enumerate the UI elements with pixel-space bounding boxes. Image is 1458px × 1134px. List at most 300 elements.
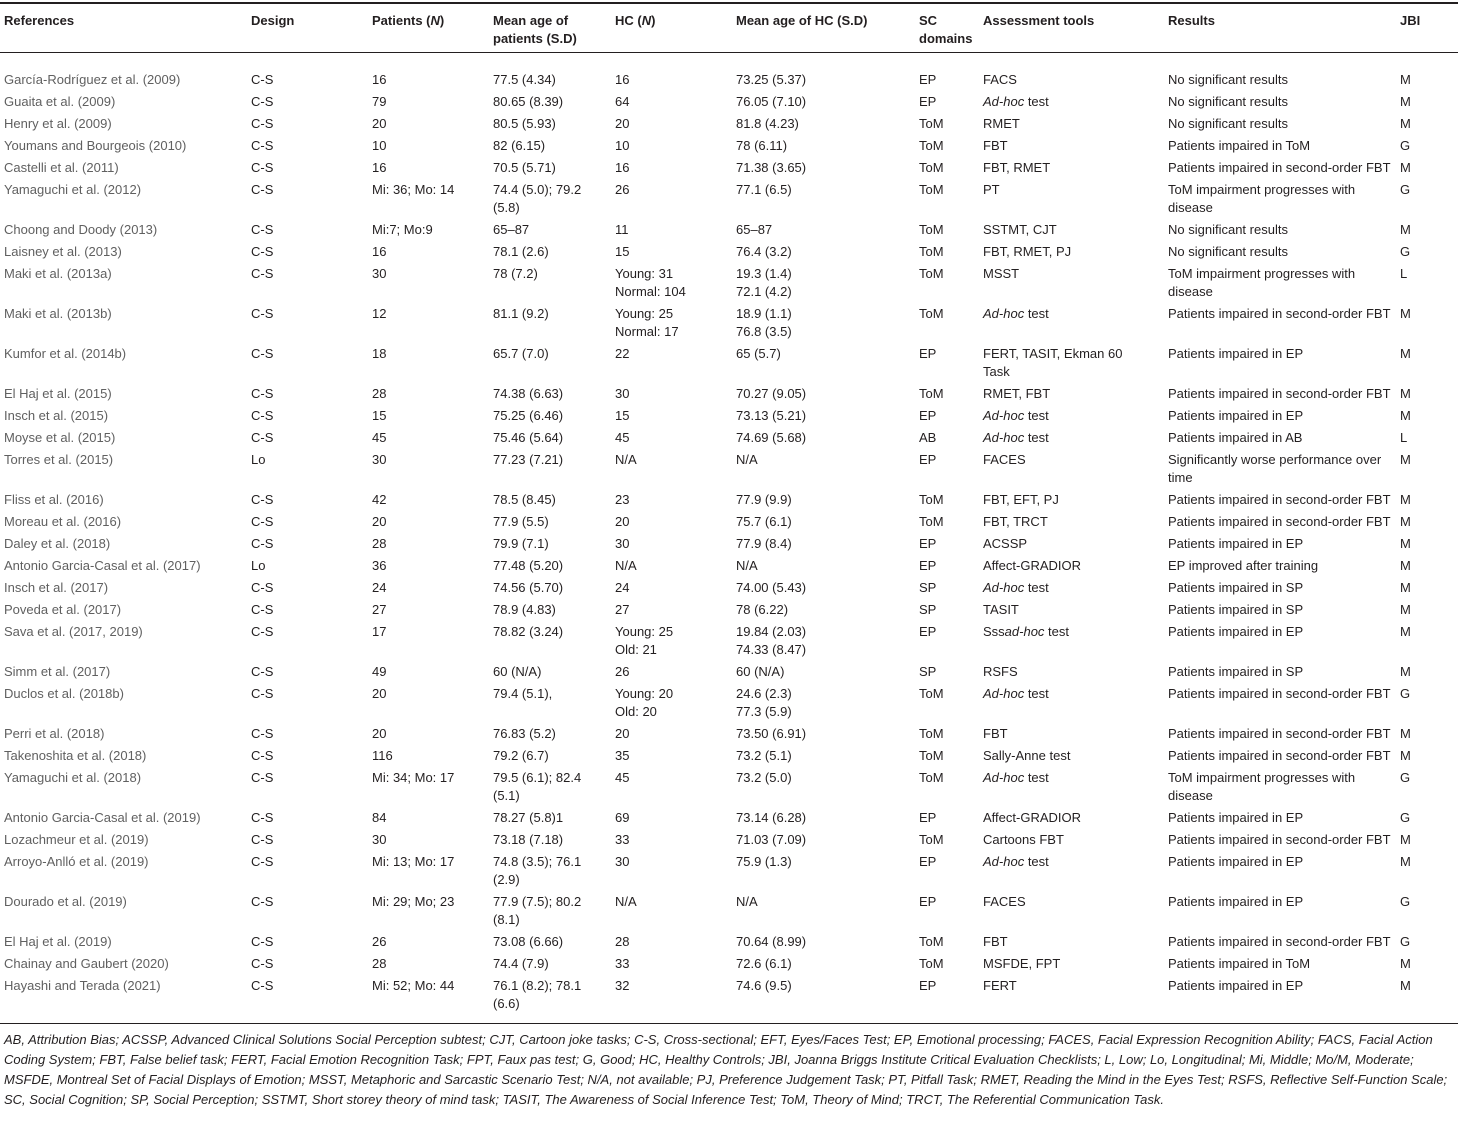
cell-reference: García-Rodríguez et al. (2009) xyxy=(4,72,181,87)
cell-mean-age-patients: 78.82 (3.24) xyxy=(493,624,564,639)
cell-reference: Takenoshita et al. (2018) xyxy=(4,748,147,763)
cell-jbi: G xyxy=(1400,934,1411,949)
cell-jbi: M xyxy=(1400,748,1411,763)
cell-mean-age-patients: 65–87 xyxy=(493,222,530,237)
cell-sc-domain: EP xyxy=(919,346,937,361)
cell-mean-age-hc: 70.64 (8.99) xyxy=(736,934,807,949)
cell-sc-domain: ToM xyxy=(919,492,944,507)
table-row xyxy=(0,343,1458,383)
tool-name-italic: Ad-hoc xyxy=(983,770,1025,785)
cell-jbi: L xyxy=(1400,430,1408,445)
cell-design: C-S xyxy=(251,770,274,785)
cell-hc: 26 xyxy=(615,182,630,197)
cell-reference: Simm et al. (2017) xyxy=(4,664,111,679)
cell-reference: Antonio Garcia-Casal et al. (2019) xyxy=(4,810,201,825)
cell-patients: 15 xyxy=(372,408,387,423)
cell-hc: N/A xyxy=(615,558,637,573)
cell-sc-domain: ToM xyxy=(919,138,944,153)
cell-jbi: M xyxy=(1400,956,1411,971)
table-row xyxy=(0,427,1458,449)
cell-results: ToM impairment progresses with disease xyxy=(1168,770,1356,803)
cell-assessment-tools: FBT, EFT, PJ xyxy=(983,492,1059,507)
cell-results: No significant results xyxy=(1168,116,1288,131)
cell-results: Patients impaired in AB xyxy=(1168,430,1303,445)
cell-patients: 79 xyxy=(372,94,387,109)
cell-sc-domain: EP xyxy=(919,854,937,869)
cell-jbi: M xyxy=(1400,492,1411,507)
cell-assessment-tools xyxy=(979,683,1164,723)
cell-assessment-tools xyxy=(979,405,1164,427)
cell-results: No significant results xyxy=(1168,94,1288,109)
cell-patients: 30 xyxy=(372,452,387,467)
table-row xyxy=(0,829,1458,851)
cell-patients: 20 xyxy=(372,116,387,131)
table-row xyxy=(0,303,1458,343)
cell-mean-age-hc: 70.27 (9.05) xyxy=(736,386,807,401)
cell-results: Patients impaired in second-order FBT xyxy=(1168,686,1391,701)
header-patients: Patients (N) xyxy=(368,3,489,53)
tool-name-text: test xyxy=(1024,686,1049,701)
cell-design: C-S xyxy=(251,686,274,701)
cell-mean-age-patients: 60 (N/A) xyxy=(493,664,542,679)
cell-design: C-S xyxy=(251,854,274,869)
tool-name-italic: Ad-hoc xyxy=(983,306,1025,321)
cell-sc-domain: SP xyxy=(919,580,937,595)
cell-design: C-S xyxy=(251,748,274,763)
cell-mean-age-hc: 24.6 (2.3) 77.3 (5.9) xyxy=(736,686,792,719)
table-row xyxy=(0,555,1458,577)
table-row xyxy=(0,179,1458,219)
cell-patients: Mi: 34; Mo: 17 xyxy=(372,770,455,785)
cell-results: Patients impaired in EP xyxy=(1168,810,1304,825)
cell-mean-age-hc: 74.69 (5.68) xyxy=(736,430,807,445)
cell-jbi: M xyxy=(1400,602,1411,617)
cell-design: C-S xyxy=(251,726,274,741)
cell-results: Patients impaired in EP xyxy=(1168,624,1304,639)
table-row xyxy=(0,683,1458,723)
cell-sc-domain: ToM xyxy=(919,160,944,175)
cell-results: No significant results xyxy=(1168,222,1288,237)
cell-design: C-S xyxy=(251,624,274,639)
cell-jbi: G xyxy=(1400,686,1411,701)
cell-mean-age-patients: 77.5 (4.34) xyxy=(493,72,556,87)
cell-reference: Hayashi and Terada (2021) xyxy=(0,975,247,1024)
cell-reference: Yamaguchi et al. (2018) xyxy=(4,770,142,785)
cell-mean-age-patients: 77.9 (5.5) xyxy=(493,514,549,529)
cell-hc: 10 xyxy=(615,138,630,153)
cell-mean-age-patients: 79.5 (6.1); 82.4 (5.1) xyxy=(493,770,582,803)
cell-mean-age-patients: 78.1 (2.6) xyxy=(493,244,549,259)
cell-patients: 20 xyxy=(372,514,387,529)
cell-mean-age-patients: 74.8 (3.5); 76.1 (2.9) xyxy=(493,854,582,887)
cell-reference: Antonio Garcia-Casal et al. (2017) xyxy=(4,558,201,573)
header-results: Results xyxy=(1164,3,1396,53)
cell-hc: 28 xyxy=(615,934,630,949)
cell-results: ToM impairment progresses with disease xyxy=(1168,182,1356,215)
tool-name-text: test xyxy=(1024,854,1049,869)
cell-sc-domain: EP xyxy=(915,975,979,1024)
cell-hc: N/A xyxy=(615,894,637,909)
cell-design: Lo xyxy=(251,558,266,573)
cell-jbi: M xyxy=(1400,408,1411,423)
cell-reference: Torres et al. (2015) xyxy=(4,452,114,467)
cell-mean-age-hc: 73.13 (5.21) xyxy=(736,408,807,423)
cell-jbi: M xyxy=(1400,854,1411,869)
cell-sc-domain: ToM xyxy=(919,934,944,949)
cell-results: Patients impaired in SP xyxy=(1168,580,1304,595)
cell-mean-age-patients: 77.48 (5.20) xyxy=(493,558,564,573)
cell-mean-age-hc: 18.9 (1.1) 76.8 (3.5) xyxy=(736,306,792,339)
cell-patients: 18 xyxy=(372,346,387,361)
table-row xyxy=(0,661,1458,683)
cell-reference: Poveda et al. (2017) xyxy=(4,602,122,617)
cell-results: Patients impaired in second-order FBT xyxy=(1168,832,1391,847)
cell-jbi: G xyxy=(1400,244,1411,259)
cell-assessment-tools: FERT, TASIT, Ekman 60 Task xyxy=(983,346,1123,379)
cell-design: C-S xyxy=(251,244,274,259)
cell-reference: Yamaguchi et al. (2012) xyxy=(4,182,142,197)
cell-jbi: M xyxy=(1400,452,1411,467)
cell-jbi: M xyxy=(1400,624,1411,639)
cell-mean-age-hc: 73.2 (5.1) xyxy=(736,748,792,763)
cell-mean-age-patients: 75.25 (6.46) xyxy=(493,408,564,423)
cell-jbi: G xyxy=(1400,770,1411,785)
cell-patients: Mi:7; Mo:9 xyxy=(372,222,433,237)
table-row xyxy=(0,135,1458,157)
cell-reference: Maki et al. (2013a) xyxy=(4,266,112,281)
cell-jbi: M xyxy=(1400,386,1411,401)
cell-results: No significant results xyxy=(1168,244,1288,259)
tool-name-text: test xyxy=(1024,408,1049,423)
cell-mean-age-hc: N/A xyxy=(736,894,758,909)
cell-mean-age-patients: 73.08 (6.66) xyxy=(493,934,564,949)
cell-results: Patients impaired in SP xyxy=(1168,602,1304,617)
cell-hc: Young: 25 Normal: 17 xyxy=(615,306,679,339)
tool-name-text: test xyxy=(1024,770,1049,785)
cell-results: Patients impaired in EP xyxy=(1164,975,1396,1024)
cell-design: C-S xyxy=(251,514,274,529)
cell-reference: Youmans and Bourgeois (2010) xyxy=(4,138,187,153)
cell-mean-age-patients: 77.9 (7.5); 80.2 (8.1) xyxy=(493,894,582,927)
cell-patients: 42 xyxy=(372,492,387,507)
cell-reference: Laisney et al. (2013) xyxy=(4,244,122,259)
cell-hc: 22 xyxy=(615,346,630,361)
cell-hc: 30 xyxy=(615,854,630,869)
cell-design: C-S xyxy=(251,580,274,595)
cell-jbi: M xyxy=(1400,536,1411,551)
table-row xyxy=(0,851,1458,891)
cell-mean-age-patients: 82 (6.15) xyxy=(493,138,546,153)
cell-design: C-S xyxy=(251,664,274,679)
cell-hc: 45 xyxy=(615,430,630,445)
cell-hc: Young: 20 Old: 20 xyxy=(615,686,674,719)
cell-mean-age-hc: 19.3 (1.4) 72.1 (4.2) xyxy=(736,266,792,299)
cell-mean-age-hc: 74.6 (9.5) xyxy=(732,975,915,1024)
cell-patients: Mi: 29; Mo; 23 xyxy=(372,894,455,909)
cell-assessment-tools: Affect-GRADIOR xyxy=(983,810,1082,825)
cell-reference: Perri et al. (2018) xyxy=(4,726,105,741)
cell-design: C-S xyxy=(251,408,274,423)
cell-design: C-S xyxy=(251,346,274,361)
cell-reference: Fliss et al. (2016) xyxy=(4,492,104,507)
cell-reference: Chainay and Gaubert (2020) xyxy=(4,956,169,971)
cell-mean-age-hc: 71.03 (7.09) xyxy=(736,832,807,847)
cell-mean-age-patients: 78.27 (5.8)1 xyxy=(493,810,564,825)
cell-reference: Sava et al. (2017, 2019) xyxy=(4,624,143,639)
cell-mean-age-hc: 60 (N/A) xyxy=(736,664,785,679)
cell-assessment-tools: SSTMT, CJT xyxy=(983,222,1057,237)
cell-results: Patients impaired in ToM xyxy=(1168,138,1311,153)
cell-sc-domain: ToM xyxy=(919,306,944,321)
cell-jbi: M xyxy=(1400,580,1411,595)
cell-mean-age-hc: 65 (5.7) xyxy=(736,346,781,361)
table-row xyxy=(0,511,1458,533)
cell-design: C-S xyxy=(247,975,368,1024)
cell-design: C-S xyxy=(251,72,274,87)
cell-results: Patients impaired in second-order FBT xyxy=(1168,748,1391,763)
cell-assessment-tools: MSFDE, FPT xyxy=(983,956,1061,971)
cell-hc: 35 xyxy=(615,748,630,763)
cell-results: Patients impaired in second-order FBT xyxy=(1168,306,1391,321)
cell-jbi: L xyxy=(1400,266,1408,281)
cell-sc-domain: ToM xyxy=(919,386,944,401)
cell-results: Patients impaired in EP xyxy=(1168,894,1304,909)
cell-reference: Duclos et al. (2018b) xyxy=(4,686,124,701)
cell-sc-domain: ToM xyxy=(919,748,944,763)
cell-design: C-S xyxy=(251,492,274,507)
cell-results: Patients impaired in second-order FBT xyxy=(1168,514,1391,529)
cell-sc-domain: SP xyxy=(919,602,937,617)
cell-results: Patients impaired in EP xyxy=(1168,346,1304,361)
cell-patients: 17 xyxy=(372,624,387,639)
cell-mean-age-hc: 74.00 (5.43) xyxy=(736,580,807,595)
cell-patients: 28 xyxy=(372,536,387,551)
cell-hc: 15 xyxy=(615,408,630,423)
cell-patients: 36 xyxy=(372,558,387,573)
cell-mean-age-patients: 79.9 (7.1) xyxy=(493,536,549,551)
cell-patients: 116 xyxy=(372,748,393,763)
cell-mean-age-hc: 73.2 (5.0) xyxy=(736,770,792,785)
cell-mean-age-hc: 75.9 (1.3) xyxy=(736,854,792,869)
cell-patients: Mi: 52; Mo: 44 xyxy=(368,975,489,1024)
cell-reference: Choong and Doody (2013) xyxy=(4,222,158,237)
header-mean-age-hc: Mean age of HC (S.D) xyxy=(732,3,915,53)
cell-hc: 16 xyxy=(615,72,630,87)
cell-patients: 30 xyxy=(372,832,387,847)
cell-jbi: M xyxy=(1396,975,1458,1024)
tool-name-italic: Ad-hoc xyxy=(983,408,1025,423)
cell-design: C-S xyxy=(251,160,274,175)
tool-name-italic: Ad-hoc xyxy=(983,686,1025,701)
cell-reference: Guaita et al. (2009) xyxy=(4,94,116,109)
cell-assessment-tools: Cartoons FBT xyxy=(983,832,1064,847)
cell-patients: Mi: 36; Mo: 14 xyxy=(372,182,455,197)
cell-design: C-S xyxy=(251,306,274,321)
header-references: References xyxy=(0,3,247,53)
cell-sc-domain: ToM xyxy=(919,832,944,847)
cell-jbi: M xyxy=(1400,514,1411,529)
cell-sc-domain: ToM xyxy=(919,686,944,701)
cell-hc: 45 xyxy=(615,770,630,785)
cell-sc-domain: ToM xyxy=(919,956,944,971)
cell-sc-domain: EP xyxy=(919,72,937,87)
cell-mean-age-hc: 72.6 (6.1) xyxy=(736,956,792,971)
cell-design: C-S xyxy=(251,266,274,281)
cell-mean-age-hc: 78 (6.11) xyxy=(736,138,788,153)
cell-mean-age-patients: 74.56 (5.70) xyxy=(493,580,564,595)
cell-mean-age-patients: 73.18 (7.18) xyxy=(493,832,564,847)
cell-results: Patients impaired in second-order FBT xyxy=(1168,160,1391,175)
cell-sc-domain: EP xyxy=(919,536,937,551)
cell-assessment-tools: FERT xyxy=(979,975,1164,1024)
cell-hc: 20 xyxy=(615,116,630,131)
cell-hc: 30 xyxy=(615,536,630,551)
cell-results: Patients impaired in SP xyxy=(1168,664,1304,679)
cell-assessment-tools: ACSSP xyxy=(983,536,1028,551)
tool-name-text: Sss xyxy=(983,624,1005,639)
cell-mean-age-hc: 81.8 (4.23) xyxy=(736,116,799,131)
table-row xyxy=(0,405,1458,427)
cell-mean-age-hc: 76.4 (3.2) xyxy=(736,244,792,259)
cell-patients: 16 xyxy=(372,244,387,259)
cell-results: Patients impaired in EP xyxy=(1168,408,1304,423)
cell-jbi: M xyxy=(1400,306,1411,321)
tool-name-italic: Ad-hoc xyxy=(983,580,1025,595)
header-design: Design xyxy=(247,3,368,53)
tool-name-text: test xyxy=(1024,94,1049,109)
cell-assessment-tools xyxy=(979,427,1164,449)
cell-mean-age-hc: 65–87 xyxy=(736,222,773,237)
cell-sc-domain: ToM xyxy=(919,726,944,741)
tool-name-italic: ad-hoc xyxy=(1004,624,1045,639)
table-row xyxy=(0,383,1458,405)
cell-mean-age-hc: 75.7 (6.1) xyxy=(736,514,792,529)
cell-assessment-tools: FACS xyxy=(983,72,1017,87)
cell-results: Patients impaired in second-order FBT xyxy=(1168,492,1391,507)
table-row xyxy=(0,449,1458,489)
cell-mean-age-hc: N/A xyxy=(736,452,758,467)
cell-mean-age-hc: 77.9 (8.4) xyxy=(736,536,792,551)
cell-hc: N/A xyxy=(615,452,637,467)
cell-assessment-tools: FACES xyxy=(983,452,1026,467)
table-row xyxy=(0,723,1458,745)
cell-mean-age-patients: 78 (7.2) xyxy=(493,266,538,281)
table-row xyxy=(0,745,1458,767)
cell-reference: Kumfor et al. (2014b) xyxy=(4,346,127,361)
cell-sc-domain: ToM xyxy=(919,182,944,197)
cell-reference: Arroyo-Anlló et al. (2019) xyxy=(4,854,149,869)
cell-reference: Insch et al. (2017) xyxy=(4,580,109,595)
cell-design: C-S xyxy=(251,182,274,197)
header-mean-age-patients: Mean age of patients (S.D) xyxy=(489,3,611,53)
cell-sc-domain: EP xyxy=(919,810,937,825)
cell-assessment-tools xyxy=(979,767,1164,807)
table-row xyxy=(0,891,1458,931)
cell-assessment-tools: FACES xyxy=(983,894,1026,909)
cell-mean-age-patients: 79.4 (5.1), xyxy=(493,686,553,701)
table-row xyxy=(0,113,1458,135)
cell-design: C-S xyxy=(251,956,274,971)
cell-reference: Moyse et al. (2015) xyxy=(4,430,116,445)
cell-assessment-tools: FBT xyxy=(983,934,1008,949)
studies-table xyxy=(0,2,1458,1024)
cell-reference: Castelli et al. (2011) xyxy=(4,160,119,175)
cell-reference: Insch et al. (2015) xyxy=(4,408,109,423)
cell-sc-domain: EP xyxy=(919,894,937,909)
cell-assessment-tools: Sally-Anne test xyxy=(983,748,1071,763)
cell-mean-age-hc: 73.50 (6.91) xyxy=(736,726,807,741)
cell-sc-domain: EP xyxy=(919,624,937,639)
cell-mean-age-hc: 19.84 (2.03) 74.33 (8.47) xyxy=(736,624,807,657)
table-footnote: AB, Attribution Bias; ACSSP, Advanced Clinical Solutions Social Perception subtest; CJT, Cartoon joke tasks; C-S, Cross-sectional; EFT, Eyes/Faces Test; EP, Emotional processing; FACES, Facial Expression Recognition Ability; FACS, Facial Action Coding System; FBT, False belief task; FERT, Facial Emotion Recognition Task; FPT, Faux pas test; G, Good; HC, Healthy Controls; JBI, Joanna Briggs Institute Critical Evaluation Checklists; L, Low; Lo, Longitudinal; Mi, Middle; Mo/M, Moderate; MSFDE, Montreal Set of Facial Displays of Emotion; MSST, Metaphoric and Sarcastic Scenario Test; N/A, not available; PJ, Preference Judgement Task; PT, Pitfall Task; RMET, Reading the Mind in the Eyes Test; RSFS, Reflective Self-Function Scale; SC, Social Cognition; SP, Social Perception; SSTMT, Short storey theory of mind task; TASIT, The Awareness of Social Inference Test; ToM, Theory of Mind; TRCT, The Referential Communication Task. xyxy=(4,1032,1448,1107)
table-row xyxy=(0,621,1458,661)
cell-assessment-tools: FBT, RMET xyxy=(983,160,1051,175)
cell-patients: 84 xyxy=(372,810,387,825)
cell-results: Patients impaired in EP xyxy=(1168,536,1304,551)
cell-hc: 23 xyxy=(615,492,630,507)
cell-sc-domain: EP xyxy=(919,94,937,109)
cell-design: C-S xyxy=(251,116,274,131)
cell-hc: 11 xyxy=(615,222,629,237)
cell-assessment-tools xyxy=(979,577,1164,599)
cell-results: Patients impaired in second-order FBT xyxy=(1168,934,1391,949)
cell-reference: Maki et al. (2013b) xyxy=(4,306,112,321)
cell-sc-domain: SP xyxy=(919,664,937,679)
cell-jbi: M xyxy=(1400,558,1411,573)
table-row xyxy=(0,931,1458,953)
cell-results: ToM impairment progresses with disease xyxy=(1168,266,1356,299)
cell-hc: Young: 31 Normal: 104 xyxy=(615,266,686,299)
cell-jbi: M xyxy=(1400,160,1411,175)
cell-mean-age-patients: 74.4 (5.0); 79.2 (5.8) xyxy=(493,182,582,215)
cell-mean-age-hc: 77.9 (9.9) xyxy=(736,492,792,507)
cell-mean-age-hc: 73.14 (6.28) xyxy=(736,810,807,825)
cell-design: C-S xyxy=(251,934,274,949)
cell-hc: 20 xyxy=(615,514,630,529)
cell-results: Patients impaired in second-order FBT xyxy=(1168,386,1391,401)
cell-mean-age-hc: 78 (6.22) xyxy=(736,602,789,617)
cell-jbi: M xyxy=(1400,726,1411,741)
cell-mean-age-hc: 71.38 (3.65) xyxy=(736,160,807,175)
cell-assessment-tools: FBT, RMET, PJ xyxy=(983,244,1072,259)
cell-patients: 16 xyxy=(372,160,387,175)
cell-hc: 33 xyxy=(615,832,630,847)
cell-mean-age-hc: 76.05 (7.10) xyxy=(736,94,807,109)
cell-patients: 24 xyxy=(372,580,387,595)
table-row xyxy=(0,975,1458,1024)
header-jbi: JBI xyxy=(1396,3,1458,53)
cell-reference: Dourado et al. (2019) xyxy=(4,894,127,909)
cell-assessment-tools: TASIT xyxy=(983,602,1019,617)
cell-hc: 20 xyxy=(615,726,630,741)
table-row xyxy=(0,807,1458,829)
tool-name-text: test xyxy=(1024,306,1049,321)
cell-results: Patients impaired in ToM xyxy=(1168,956,1311,971)
table-row xyxy=(0,219,1458,241)
table-row xyxy=(0,767,1458,807)
cell-hc: 69 xyxy=(615,810,630,825)
table-header-row xyxy=(0,3,1458,53)
cell-reference: El Haj et al. (2019) xyxy=(4,934,112,949)
cell-jbi: G xyxy=(1400,182,1411,197)
cell-reference: El Haj et al. (2015) xyxy=(4,386,112,401)
cell-hc: 26 xyxy=(615,664,630,679)
cell-sc-domain: ToM xyxy=(919,244,944,259)
cell-mean-age-patients: 81.1 (9.2) xyxy=(493,306,549,321)
cell-mean-age-hc: 77.1 (6.5) xyxy=(736,182,792,197)
table-row xyxy=(0,53,1458,92)
cell-sc-domain: ToM xyxy=(919,770,944,785)
